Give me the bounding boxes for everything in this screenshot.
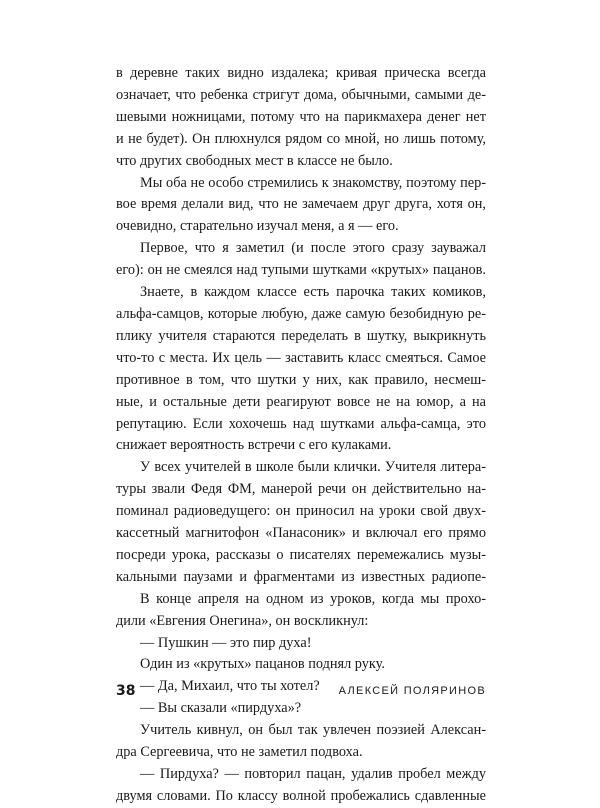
text-line: снижает вероятность встречи с его кулаками. <box>116 437 392 454</box>
text-line: Первое, что я заметил (и после этого сразу зауважал <box>140 240 486 257</box>
text-line: — Вы сказали «пирдуха»? <box>140 700 302 717</box>
page-number: 38 <box>116 683 136 699</box>
text-line: В конце апреля на одном из уроков, когда мы прохо- <box>140 590 486 607</box>
text-line: — Пирдуха? — повторил пацан, удалив пробел между <box>140 766 486 782</box>
page-footer <box>116 683 486 703</box>
paragraph-12 <box>116 764 486 808</box>
text-line: противное в том, что шутки у них, как правило, несмеш- <box>116 371 486 388</box>
text-line: кальными паузами и фрагментами из известных радиопе- <box>116 568 486 585</box>
text-line: посреди урока, рассказы о писателях перемежались музы- <box>116 546 486 563</box>
text-line: в деревне таких видно издалека; кривая прическа всегда <box>116 65 486 81</box>
text-line: альфа-самцов, которые любую, даже самую безобидную ре- <box>116 305 486 322</box>
dialogue-line-1 <box>116 633 486 655</box>
text-line: репутацию. Если хохочешь над шутками альфа-самца, это <box>116 415 486 432</box>
text-line: шевыми ножницами, потому что на парикмахера денег нет <box>116 108 486 125</box>
text-line: — Пушкин — это пир духа! <box>140 634 312 651</box>
paragraph-1 <box>116 63 486 173</box>
running-head-author: АЛЕКСЕЙ ПОЛЯРИНОВ <box>338 685 486 697</box>
paragraph-2 <box>116 173 486 239</box>
text-line: вое время делали вид, что не замечаем друг друга, хотя он, <box>116 196 486 213</box>
text-line: Учитель кивнул, он был так увлечен поэзией Алексан- <box>140 722 486 739</box>
text-line: Мы оба не особо стремились к знакомству, поэтому пер- <box>140 174 486 191</box>
text-line: что-то с места. Их цель — заставить класс смеяться. Самое <box>116 349 486 366</box>
text-line: дра Сергеевича, что не заметил подвоха. <box>116 744 363 761</box>
text-line: — Да, Михаил, что ты хотел? <box>140 678 320 695</box>
text-line: что других свободных мест в классе не было. <box>116 152 393 169</box>
text-line: очевидно, старательно изучал меня, а я — его. <box>116 218 399 235</box>
text-line: поминал радиоведущего: он приносил на уроки свой двух- <box>116 503 486 520</box>
text-line: туры звали Федя ФМ, манерой речи он действительно на- <box>116 481 486 498</box>
text-line: дили «Евгения Онегина», он воскликнул: <box>116 612 369 629</box>
text-line: кассетный магнитофон «Панасоник» и включал его прямо <box>116 525 486 542</box>
paragraph-4 <box>116 282 486 457</box>
text-line: плику учителя стараются переделать в шутку, выкрикнуть <box>116 327 486 344</box>
paragraph-11 <box>116 720 486 764</box>
paragraph-5 <box>116 457 486 588</box>
text-line: и не будет). Он плюхнулся рядом со мной, но лишь потому, <box>116 130 486 147</box>
text-line: У всех учителей в школе были клички. Учителя литера- <box>140 459 486 476</box>
text-line: его): он не смеялся над тупыми шутками «крутых» пацанов. <box>116 262 486 279</box>
text-line: двумя словами. По классу волной пробежались сдавленные <box>116 787 486 804</box>
text-line: Один из «крутых» пацанов поднял руку. <box>140 656 385 673</box>
paragraph-8 <box>116 654 486 676</box>
paragraph-3 <box>116 238 486 282</box>
paragraph-6 <box>116 589 486 633</box>
text-line: ные, и остальные дети реагируют вовсе не на юмор, а на <box>116 393 486 410</box>
text-line: Знаете, в каждом классе есть парочка таких комиков, <box>140 284 486 301</box>
text-line: означает, что ребенка стригут дома, обычными, самыми де- <box>116 86 486 103</box>
